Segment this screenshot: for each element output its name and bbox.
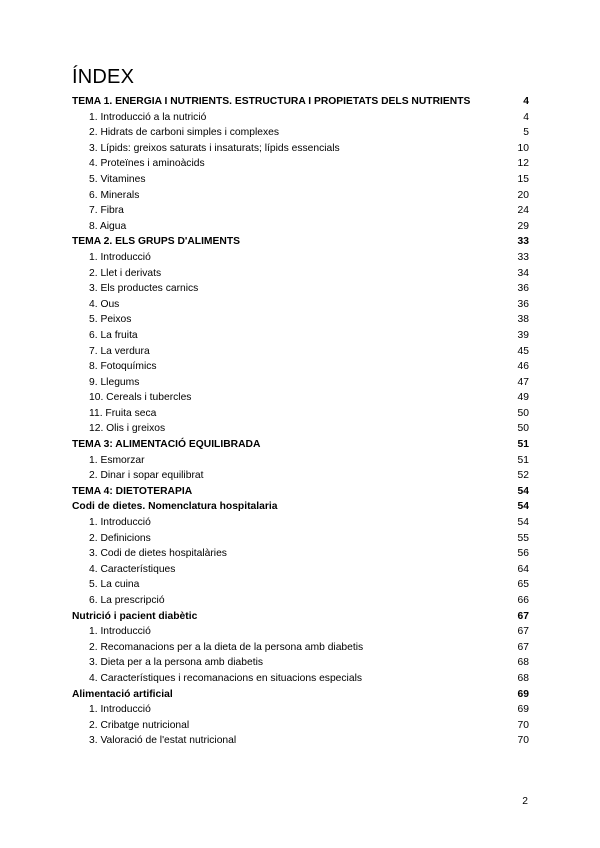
toc-entry[interactable] [72,593,529,609]
toc-entry-label: 1. Introducció [89,517,151,529]
toc-entry-label: 3. Dieta per a la persona amb diabetis [89,657,264,669]
toc-entry-label: 3. Lípids: greixos saturats i insaturats; lípids essencials [89,142,340,154]
toc-entry-page: 46 [517,361,529,373]
toc-entry-label: 3. Els productes carnics [89,283,199,295]
toc-entry-page: 10 [517,142,529,154]
toc-entry-page: 64 [517,563,529,575]
page-number: 2 [522,796,528,807]
toc-entry[interactable] [72,546,529,562]
toc-entry-page: 68 [517,657,529,669]
toc-heading[interactable] [72,437,529,453]
toc-entry-label: 1. Introducció [89,704,151,716]
toc-entry[interactable] [72,515,529,531]
toc-entry[interactable] [72,702,529,718]
toc-entry[interactable] [72,375,529,391]
toc-entry[interactable] [72,640,529,656]
toc-entry-page: 67 [517,626,529,638]
toc-entry-label: TEMA 1. ENERGIA I NUTRIENTS. ESTRUCTURA I PROPIETATS DELS NUTRIENTS [72,96,471,107]
toc-entry-label: Nutrició i pacient diabètic [72,610,198,622]
toc-entry-page: 54 [517,501,529,513]
toc-entry-label: 6. La fruita [89,329,138,341]
toc-entry[interactable] [72,671,529,687]
toc-entry-label: 8. Fotoquímics [89,361,157,373]
toc-heading[interactable] [72,484,529,500]
toc-entry[interactable] [72,141,529,157]
toc-entry-label: 8. Aigua [89,220,127,232]
toc-entry-page: 47 [517,376,529,388]
toc-entry[interactable] [72,156,529,172]
table-of-contents [72,94,529,749]
toc-entry-label: 2. Hidrats de carboni simples i complexes [89,127,279,139]
toc-entry-label: 2. Dinar i sopar equilibrat [89,470,204,482]
toc-entry-page: 33 [517,251,529,263]
toc-entry-page: 54 [517,485,529,497]
toc-entry-label: 3. Valoració de l'estat nutricional [89,735,237,747]
toc-entry[interactable] [72,733,529,749]
toc-entry-page: 68 [517,672,529,684]
toc-entry[interactable] [72,172,529,188]
toc-heading[interactable] [72,687,529,703]
toc-entry-label: 2. Llet i derivats [89,267,162,279]
toc-entry-label: 9. Llegums [89,376,140,388]
toc-heading[interactable] [72,499,529,515]
toc-entry-label: 3. Codi de dietes hospitalàries [89,548,227,560]
toc-entry-label: 5. La cuina [89,579,140,591]
toc-entry-label: 7. La verdura [89,345,150,357]
toc-entry[interactable] [72,562,529,578]
toc-heading[interactable] [72,94,529,110]
toc-entry-page: 36 [517,283,529,295]
toc-entry[interactable] [72,328,529,344]
toc-entry[interactable] [72,531,529,547]
toc-entry-label: 1. Introducció a la nutrició [89,111,207,123]
toc-entry-page: 12 [517,158,529,170]
toc-entry-page: 69 [517,704,529,716]
toc-entry-label: 7. Fibra [89,205,124,217]
toc-entry[interactable] [72,266,529,282]
toc-entry-label: 10. Cereals i tubercles [89,392,192,404]
toc-entry-page: 65 [517,579,529,591]
toc-entry-label: 1. Esmorzar [89,454,145,466]
toc-entry-label: 11. Fruita seca [89,407,157,419]
toc-entry-label: 6. La prescripció [89,595,165,606]
toc-entry-page: 34 [517,267,529,279]
page-title: ÍNDEX [72,66,135,88]
toc-entry-page: 24 [517,205,529,217]
toc-entry-page: 67 [517,641,529,653]
toc-entry-page: 45 [517,345,529,357]
toc-entry[interactable] [72,297,529,313]
toc-entry-label: TEMA 4: DIETOTERAPIA [72,485,193,497]
toc-entry[interactable] [72,453,529,469]
toc-entry[interactable] [72,406,529,422]
toc-entry[interactable] [72,421,529,437]
toc-entry[interactable] [72,281,529,297]
toc-heading[interactable] [72,609,529,625]
toc-entry-label: TEMA 3: ALIMENTACIÓ EQUILIBRADA [72,439,261,451]
toc-entry[interactable] [72,110,529,126]
toc-entry-label: 5. Vitamines [89,173,146,185]
toc-heading[interactable] [72,234,529,250]
toc-entry-page: 39 [517,329,529,341]
toc-entry[interactable] [72,718,529,734]
toc-entry[interactable] [72,344,529,360]
toc-entry-page: 38 [517,314,529,326]
toc-entry-page: 70 [517,719,529,731]
toc-entry[interactable] [72,219,529,235]
toc-entry[interactable] [72,624,529,640]
toc-entry-page: 66 [517,595,529,606]
toc-entry-label: 4. Característiques i recomanacions en situacions especials [89,672,363,684]
toc-entry-label: 1. Introducció [89,626,151,638]
toc-entry-page: 15 [517,173,529,185]
toc-entry-label: 2. Recomanacions per a la dieta de la persona amb diabetis [89,641,364,653]
toc-entry-page: 36 [517,298,529,310]
toc-entry-label: 12. Olis i greixos [89,423,166,435]
toc-entry[interactable] [72,468,529,484]
toc-entry-page: 4 [523,111,529,123]
toc-entry-page: 29 [517,220,529,232]
toc-entry-page: 5 [523,127,529,139]
toc-entry-page: 50 [517,423,529,435]
toc-entry-page: 49 [517,392,529,404]
toc-entry-page: 70 [517,735,529,747]
toc-entry-page: 69 [517,688,529,700]
toc-entry-page: 20 [517,189,529,201]
toc-entry[interactable] [72,359,529,375]
toc-entry-label: 4. Ous [89,298,120,310]
toc-entry[interactable] [72,203,529,219]
toc-entry-label: 4. Proteïnes i aminoàcids [89,158,205,170]
toc-entry[interactable] [72,125,529,141]
toc-entry[interactable] [72,188,529,204]
toc-entry-page: 52 [517,470,529,482]
toc-entry-page: 67 [517,610,529,622]
toc-entry-label: 2. Cribatge nutricional [89,719,190,731]
toc-entry-label: 6. Minerals [89,189,140,201]
toc-entry-page: 4 [523,96,529,107]
toc-entry-label: Codi de dietes. Nomenclatura hospitalaria [72,501,278,513]
toc-entry-label: 2. Definicions [89,532,151,544]
toc-entry-label: 5. Peixos [89,314,132,326]
toc-entry[interactable] [72,577,529,593]
toc-entry-page: 54 [517,517,529,529]
toc-entry-page: 51 [517,439,529,451]
toc-entry[interactable] [72,250,529,266]
toc-entry[interactable] [72,312,529,328]
toc-entry-label: TEMA 2. ELS GRUPS D'ALIMENTS [72,236,240,248]
toc-entry-label: 1. Introducció [89,251,151,263]
toc-entry[interactable] [72,390,529,406]
toc-entry[interactable] [72,655,529,671]
toc-entry-page: 51 [517,454,529,466]
toc-entry-label: Alimentació artificial [72,688,173,700]
toc-entry-label: 4. Característiques [89,563,176,575]
toc-entry-page: 50 [517,407,529,419]
toc-entry-page: 55 [517,532,529,544]
toc-entry-page: 33 [517,236,529,248]
toc-entry-page: 56 [517,548,529,560]
